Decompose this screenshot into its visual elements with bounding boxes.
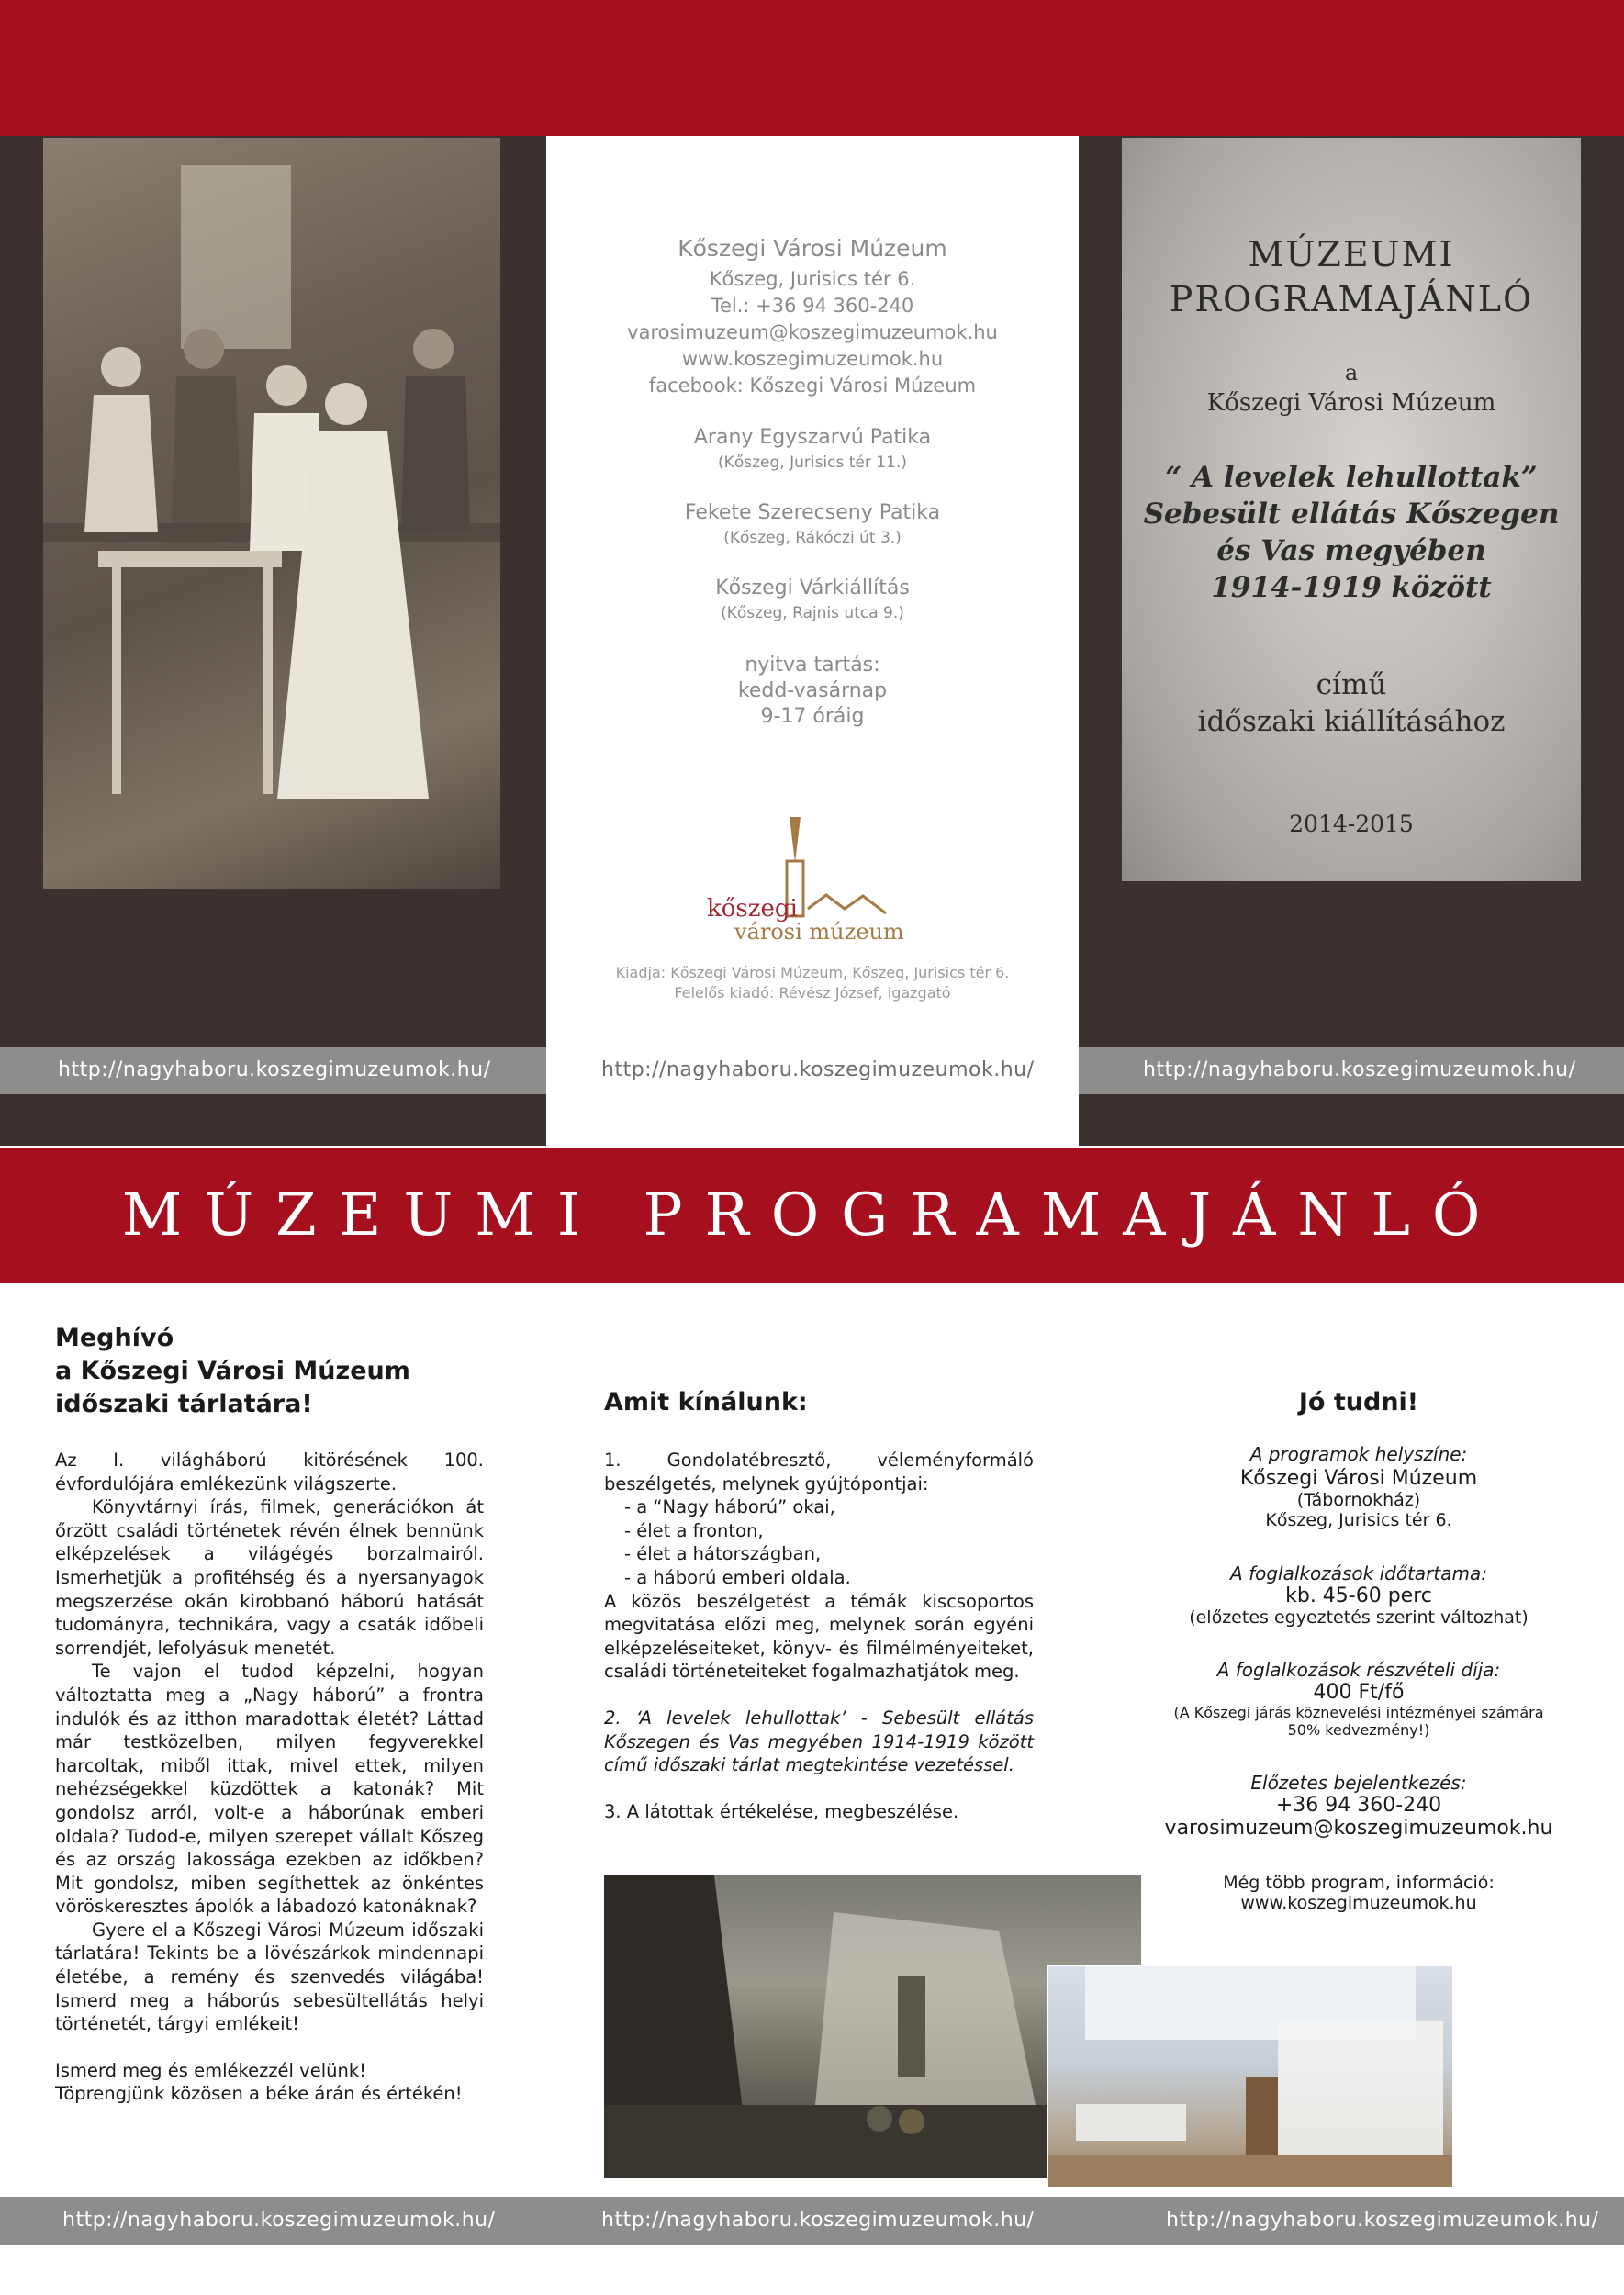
place-name: Kőszegi Várkiállítás	[715, 577, 910, 599]
stone-year: 2014-2015	[1289, 811, 1414, 837]
offer-point: - a “Nagy háború” okai,	[624, 1496, 835, 1518]
top-red-band	[0, 0, 1624, 136]
place-name: Fekete Szerecseny Patika	[684, 501, 941, 524]
duration-note: (előzetes egyeztetés szerint változhat)	[1189, 1607, 1529, 1628]
opening-hours: 9-17 óráig	[760, 705, 865, 728]
museum-logo	[679, 808, 946, 946]
fee-label: A foglalkozások részvételi díja:	[1216, 1659, 1501, 1681]
offer-point: - élet a hátországban,	[624, 1543, 822, 1565]
fee-note: (A Kőszegi járás köznevelési intézményei számára	[1173, 1704, 1544, 1721]
booking-phone[interactable]: +36 94 360-240	[1275, 1794, 1442, 1817]
contact-phone: Tel.: +36 94 360-240	[711, 295, 914, 317]
offer-point: - élet a fronton,	[624, 1519, 764, 1541]
offer-item1-intro: 1. Gondolatébresztő, véleményformáló beszélgetés, melynek gyújtópontjai:	[604, 1450, 1034, 1495]
invite-heading-1: Meghívó	[55, 1324, 174, 1352]
fee-value: 400 Ft/fő	[1313, 1681, 1405, 1704]
location-address: Kőszeg, Jurisics tér 6.	[1265, 1510, 1452, 1530]
stone-museum-name: Kőszegi Városi Múzeum	[1206, 389, 1496, 417]
offer-heading: Amit kínálunk:	[604, 1388, 808, 1416]
invite-heading-2: a Kőszegi Városi Múzeum	[55, 1357, 410, 1385]
museum-name: Kőszegi Városi Múzeum	[678, 235, 947, 262]
stone-exhibition-line1: “ A levelek lehullottak”	[1165, 461, 1538, 494]
more-label: Még több program, információ:	[1223, 1873, 1495, 1893]
stone-exhibition-line4: 1914-1919 között	[1211, 571, 1492, 604]
invite-paragraph: Az I. világháború kitörésének 100. évfordulójára emlékezünk világszerte.	[55, 1450, 484, 1495]
invite-closing: Töprengjünk közösen a béke árán és értékén!	[55, 2083, 463, 2105]
duration-label: A foglalkozások időtartama:	[1230, 1562, 1487, 1584]
stone-kiallitas: időszaki kiállításához	[1197, 705, 1506, 738]
contact-website: www.koszegimuzeumok.hu	[681, 348, 944, 370]
url-link[interactable]: http://nagyhaboru.koszegimuzeumok.hu/	[58, 1058, 491, 1081]
url-link[interactable]: http://nagyhaboru.koszegimuzeumok.hu/	[1143, 1058, 1576, 1081]
url-link[interactable]: http://nagyhaboru.koszegimuzeumok.hu/	[601, 2209, 1035, 2232]
invite-body	[55, 1449, 484, 2106]
historic-nurses-photo	[43, 138, 500, 889]
invite-heading-3: időszaki tárlatára!	[55, 1390, 313, 1418]
offer-item2: 2. ‘A levelek lehullottak’ - Sebesült ellátás Kőszegen és Vas megyében 1914-1919 között című időszaki tárlat megtekintése vezetéssel.	[604, 1707, 1034, 1776]
invite-paragraph: Könyvtárnyi írás, filmek, generációkon át őrzött családi történetek révén élnek bennünk elképzelések a világégés borzalmairól. Ismerhetjük a profitéhség és a nyersanyagok megszerzése okán kirobbanó háború hatását tudományra, technikára, vagy a csaták időbeli sorrendjét, lefolyásuk menetét.	[55, 1496, 484, 1659]
place-name: Arany Egyszarvú Patika	[693, 426, 932, 449]
hospital-room-photo	[1047, 1965, 1454, 2189]
colophon-publisher: Kiadja: Kőszegi Városi Múzeum, Kőszeg, Jurisics tér 6.	[615, 964, 1010, 981]
offer-point: - a háború emberi oldala.	[624, 1566, 851, 1588]
contact-address: Kőszeg, Jurisics tér 6.	[709, 268, 916, 290]
info-heading: Jó tudni!	[1298, 1388, 1419, 1416]
booking-email[interactable]: varosimuzeum@koszegimuzeumok.hu	[1164, 1817, 1553, 1840]
stone-title-line1: MÚZEUMI	[1248, 234, 1455, 274]
opening-label: nyitva tartás:	[745, 654, 880, 677]
church-logo-icon	[679, 808, 946, 946]
logo-line1: kőszegi	[707, 895, 798, 923]
url-link[interactable]: http://nagyhaboru.koszegimuzeumok.hu/	[1166, 2209, 1599, 2232]
band-title: MÚZEUMI PROGRAMAJÁNLÓ	[121, 1181, 1503, 1249]
location-sub: (Tábornokház)	[1296, 1490, 1421, 1510]
place-address: (Kőszeg, Jurisics tér 11.)	[718, 453, 907, 472]
more-url[interactable]: www.koszegimuzeumok.hu	[1240, 1893, 1477, 1913]
url-link[interactable]: http://nagyhaboru.koszegimuzeumok.hu/	[62, 2209, 496, 2232]
contact-email: varosimuzeum@koszegimuzeumok.hu	[627, 321, 998, 343]
logo-line2: városi múzeum	[734, 919, 904, 945]
offer-body	[604, 1449, 1034, 1823]
colophon-responsible: Felelős kiadó: Révész József, igazgató	[674, 984, 951, 1002]
stone-exhibition-line3: és Vas megyében	[1216, 534, 1486, 567]
offer-item3: 3. A látottak értékelése, megbeszélése.	[604, 1800, 959, 1822]
duration-value: kb. 45-60 perc	[1285, 1584, 1432, 1607]
offer-item1-outro: A közös beszélgetést a témák kiscsoportos megvitatása előzi meg, melynek során egyéni elképzeléseiteket, könyv- és filmélményeiteket, családi történeteiteket fogalmazhatjátok meg.	[604, 1590, 1034, 1683]
stone-exhibition-line2: Sebesült ellátás Kőszegen	[1143, 498, 1560, 531]
invite-paragraph: Gyere el a Kőszegi Városi Múzeum időszaki tárlatára! Tekints be a lövészárkok mindennapi életébe, a remény és szenvedés világába! Ismerd meg a háborús sebesültellátás helyi történetét, tárgyi emlékeit!	[55, 1919, 484, 2035]
opening-days: kedd-vasárnap	[737, 679, 888, 702]
stone-article: a	[1344, 360, 1359, 386]
location-label: A programok helyszíne:	[1249, 1443, 1468, 1465]
stone-title-line2: PROGRAMAJÁNLÓ	[1169, 279, 1534, 319]
stone-cimu: című	[1316, 668, 1387, 701]
contact-facebook: facebook: Kőszegi Városi Múzeum	[648, 375, 977, 397]
place-address: (Kőszeg, Rajnis utca 9.)	[721, 604, 904, 622]
place-address: (Kőszeg, Rákóczi út 3.)	[723, 529, 902, 547]
fee-note: 50% kedvezmény!)	[1287, 1721, 1430, 1739]
booking-label: Előzetes bejelentkezés:	[1250, 1772, 1467, 1794]
invite-closing: Ismerd meg és emlékezzél velünk!	[55, 2059, 366, 2081]
url-link[interactable]: http://nagyhaboru.koszegimuzeumok.hu/	[601, 1058, 1035, 1081]
invite-paragraph: Te vajon el tudod képzelni, hogyan változtatta meg a „Nagy háború” a frontra indulók és az itthon maradottak életét? Láttad már testközelben, milyen fegyverekkel harcoltak, miből ittak, mivel ettek, milyen nehézségekkel küzdöttek a katonák? Mit gondolsz arról, volt-e a háborúnak emberi oldala? Tudod-e, milyen szerepet vállalt Kőszeg és az ország lakossága ezekben az időkben? Mit gondolsz, miben segíthettek az önkéntes vöröskeresztes ápolók a lábadozó katonáknak?	[55, 1661, 484, 1918]
location-name: Kőszegi Városi Múzeum	[1239, 1467, 1478, 1490]
